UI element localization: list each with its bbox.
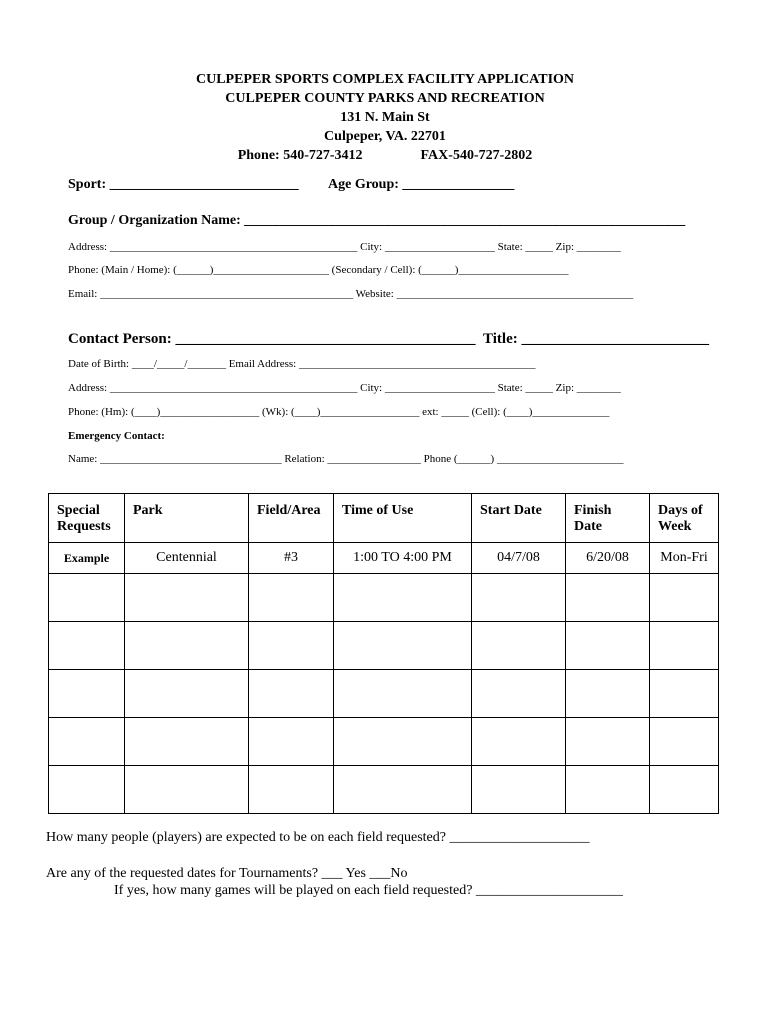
table-cell[interactable] (334, 766, 472, 814)
example-start-date: 04/7/08 (472, 543, 566, 574)
table-cell[interactable] (49, 670, 125, 718)
table-header-row (49, 494, 719, 543)
table-row[interactable] (49, 574, 719, 622)
table-cell[interactable] (566, 622, 650, 670)
group-email-website-field[interactable]: Email: ______________________________________________ Website: ___________________________________________ (68, 288, 634, 300)
table-cell[interactable] (49, 718, 125, 766)
table-cell[interactable] (650, 574, 719, 622)
table-cell[interactable] (249, 766, 334, 814)
city-state-zip: Culpeper, VA. 22701 (324, 129, 446, 144)
header-finish-date: Finish Date (566, 494, 650, 543)
table-cell[interactable] (472, 574, 566, 622)
header-days-of-week: Days of Week (650, 494, 719, 543)
sport-field[interactable]: Sport: ___________________________ (68, 177, 299, 192)
group-address-field[interactable]: Address: _____________________________________________ City: ____________________ State: _____ Zip: ________ (68, 241, 621, 253)
example-finish-date: 6/20/08 (566, 543, 650, 574)
table-cell[interactable] (566, 766, 650, 814)
example-field: #3 (249, 543, 334, 574)
table-cell[interactable] (566, 670, 650, 718)
header-time-of-use: Time of Use (334, 494, 472, 543)
table-cell[interactable] (472, 622, 566, 670)
table-row[interactable] (49, 718, 719, 766)
form-title: CULPEPER SPORTS COMPLEX FACILITY APPLICATION (195, 72, 575, 87)
table-cell[interactable] (49, 574, 125, 622)
table-cell[interactable] (334, 718, 472, 766)
tournaments-question[interactable]: Are any of the requested dates for Tournaments? ___ Yes ___No (46, 866, 408, 881)
table-cell[interactable] (249, 670, 334, 718)
header-start-date: Start Date (472, 494, 566, 543)
organization-name-field[interactable]: Group / Organization Name: _______________________________________________________________ (68, 213, 686, 228)
players-question[interactable]: How many people (players) are expected to be on each field requested? ____________________ (46, 830, 590, 845)
table-row[interactable] (49, 766, 719, 814)
header-special-requests: Special Requests (49, 494, 125, 543)
table-cell[interactable] (125, 718, 249, 766)
table-cell[interactable] (472, 718, 566, 766)
department-name: CULPEPER COUNTY PARKS AND RECREATION (225, 91, 545, 106)
table-row[interactable] (49, 670, 719, 718)
table-cell[interactable] (125, 766, 249, 814)
requests-table (48, 493, 719, 814)
example-park: Centennial (125, 543, 249, 574)
dob-email-field[interactable]: Date of Birth: ____/_____/_______ Email Address: ___________________________________________ (68, 358, 536, 370)
group-phone-field[interactable]: Phone: (Main / Home): (______)_____________________ (Secondary / Cell): (______)____________________ (68, 264, 569, 276)
games-question[interactable]: If yes, how many games will be played on each field requested? _____________________ (114, 883, 623, 898)
emergency-contact-field[interactable]: Name: _________________________________ Relation: _________________ Phone (______) _______________________ (68, 453, 624, 465)
table-cell[interactable] (472, 766, 566, 814)
table-cell[interactable] (334, 622, 472, 670)
table-cell[interactable] (249, 718, 334, 766)
example-days: Mon-Fri (650, 543, 719, 574)
contact-person-field[interactable]: Contact Person: ________________________________________ (68, 331, 476, 347)
table-cell[interactable] (650, 622, 719, 670)
form-header (0, 70, 770, 165)
table-cell[interactable] (334, 574, 472, 622)
contact-numbers (0, 146, 770, 165)
table-cell[interactable] (125, 574, 249, 622)
office-phone: Phone: 540-727-3412 (237, 148, 363, 163)
table-cell[interactable] (125, 670, 249, 718)
header-field-area: Field/Area (249, 494, 334, 543)
example-time: 1:00 TO 4:00 PM (334, 543, 472, 574)
emergency-contact-label: Emergency Contact: (68, 430, 165, 442)
example-label: Example (49, 543, 125, 574)
table-cell[interactable] (249, 622, 334, 670)
table-cell[interactable] (650, 670, 719, 718)
table-cell[interactable] (125, 622, 249, 670)
table-cell[interactable] (566, 574, 650, 622)
contact-phone-field[interactable]: Phone: (Hm): (____)__________________ (Wk): (____)__________________ ext: _____ (Cell): (____)______________ (68, 406, 610, 418)
office-fax: FAX-540-727-2802 (420, 148, 533, 163)
table-cell[interactable] (566, 718, 650, 766)
table-cell[interactable] (472, 670, 566, 718)
contact-title-field[interactable]: Title: _________________________ (483, 331, 709, 347)
header-park: Park (125, 494, 249, 543)
table-cell[interactable] (49, 622, 125, 670)
table-cell[interactable] (650, 766, 719, 814)
age-group-field[interactable]: Age Group: ________________ (328, 177, 515, 192)
example-row (49, 543, 719, 574)
table-cell[interactable] (334, 670, 472, 718)
table-cell[interactable] (49, 766, 125, 814)
street-address: 131 N. Main St (340, 110, 430, 125)
table-cell[interactable] (249, 574, 334, 622)
contact-address-field[interactable]: Address: _____________________________________________ City: ____________________ State: _____ Zip: ________ (68, 382, 621, 394)
table-row[interactable] (49, 622, 719, 670)
table-cell[interactable] (650, 718, 719, 766)
